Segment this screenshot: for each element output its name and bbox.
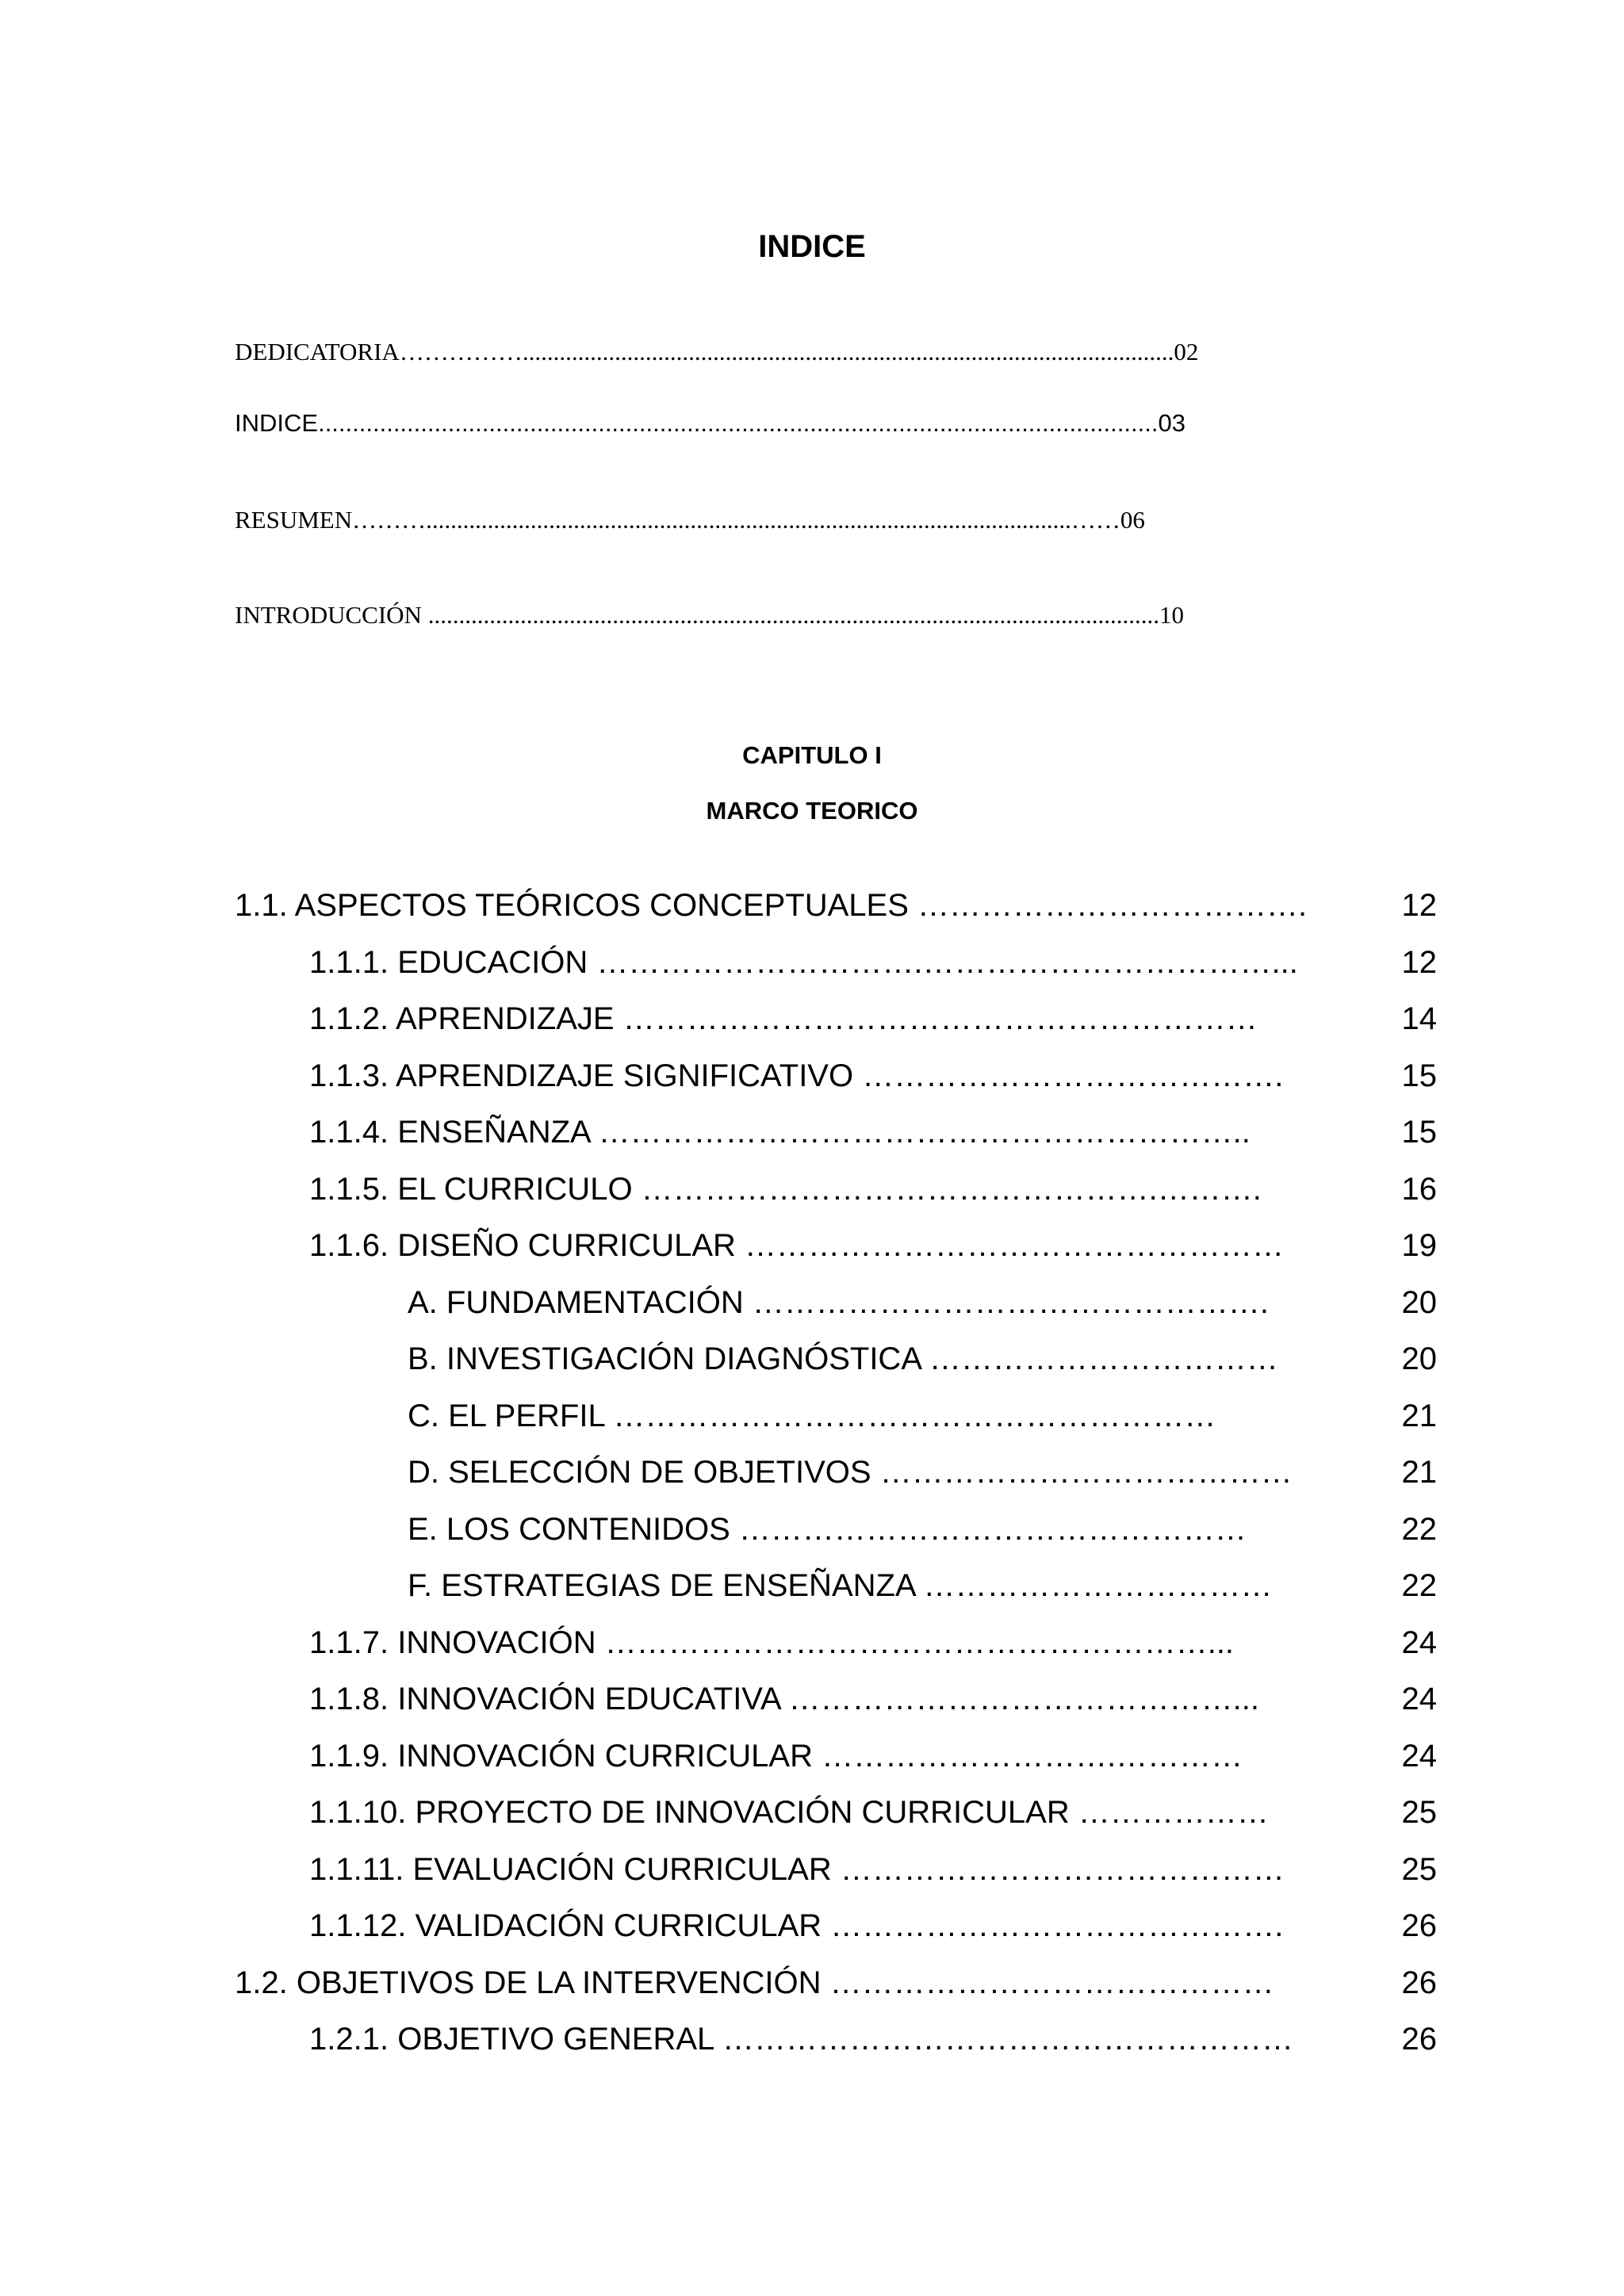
toc-page: 14 bbox=[1401, 1001, 1437, 1036]
toc-entry bbox=[235, 1959, 1437, 2007]
toc-entry bbox=[309, 1222, 1437, 1269]
toc-entry bbox=[309, 995, 1437, 1043]
toc-text: SELECCIÓN DE OBJETIVOS bbox=[448, 1455, 871, 1490]
toc-text: INVESTIGACIÓN DIAGNÓSTICA bbox=[446, 1341, 921, 1376]
toc-text: EL CURRICULO bbox=[397, 1172, 633, 1207]
toc-page: 26 bbox=[1401, 1965, 1437, 2000]
toc-page: 20 bbox=[1401, 1341, 1437, 1376]
toc-text: ASPECTOS TEÓRICOS CONCEPTUALES bbox=[294, 888, 909, 923]
dot-leader: …………………………………………… bbox=[735, 1228, 1285, 1263]
toc-page: 24 bbox=[1401, 1739, 1437, 1774]
toc-text: DISEÑO CURRICULAR bbox=[397, 1228, 736, 1263]
front-matter-label: INDICE bbox=[235, 409, 319, 437]
toc-page: 22 bbox=[1401, 1512, 1437, 1547]
dot-leader: ………………………….……………………………... bbox=[588, 945, 1298, 980]
toc-text: EL PERFIL bbox=[448, 1399, 605, 1433]
toc-entry bbox=[309, 1108, 1437, 1156]
toc-text: ENSEÑANZA bbox=[397, 1115, 590, 1150]
front-matter-label: RESUMEN bbox=[235, 506, 353, 534]
toc-number: 1.1.10. bbox=[309, 1795, 407, 1830]
toc-number: 1.1. bbox=[235, 888, 288, 923]
toc-entry bbox=[309, 1732, 1437, 1780]
toc-number: 1.2.1. bbox=[309, 2022, 389, 2057]
chapter-label: CAPITULO I bbox=[742, 741, 882, 769]
toc-entry bbox=[408, 1562, 1437, 1609]
front-matter-label: DEDICATORIA bbox=[235, 338, 400, 365]
toc-page: 26 bbox=[1401, 1908, 1437, 1943]
dot-leader: ………………………………………… bbox=[730, 1512, 1247, 1547]
toc-number: B. bbox=[408, 1341, 438, 1376]
toc-entry bbox=[309, 939, 1437, 986]
toc-entry bbox=[309, 1165, 1437, 1213]
toc-text: OBJETIVO GENERAL bbox=[397, 2022, 714, 2057]
toc-entry bbox=[408, 1506, 1437, 1553]
toc-page: 24 bbox=[1401, 1682, 1437, 1716]
front-matter-page: 06 bbox=[1120, 506, 1145, 534]
dot-leader: ………………………………………….………. bbox=[632, 1172, 1262, 1207]
toc-text: VALIDACIÓN CURRICULAR bbox=[415, 1908, 822, 1943]
dot-leader: …………………………………. bbox=[853, 1058, 1284, 1093]
toc-number: 1.1.1. bbox=[309, 945, 389, 980]
front-matter-page: 02 bbox=[1174, 338, 1199, 365]
toc-number: 1.1.11. bbox=[309, 1852, 404, 1887]
toc-entry bbox=[309, 1052, 1437, 1100]
toc-text: INNOVACIÓN EDUCATIVA bbox=[397, 1682, 780, 1716]
toc-text: EVALUACIÓN CURRICULAR bbox=[412, 1852, 832, 1887]
toc-page: 12 bbox=[1401, 945, 1437, 980]
dot-leader: …………………………………………………… bbox=[614, 1001, 1258, 1036]
toc-text: PROYECTO DE INNOVACIÓN CURRICULAR bbox=[415, 1795, 1070, 1830]
toc-entry bbox=[309, 1846, 1437, 1893]
toc-number: 1.1.12. bbox=[309, 1908, 407, 1943]
toc-entry bbox=[408, 1279, 1437, 1326]
dot-leader: …………………………… bbox=[920, 1341, 1278, 1376]
toc-number: 1.1.7. bbox=[309, 1625, 389, 1660]
dot-leader: ....................................................................................................................... bbox=[421, 601, 1159, 629]
toc-number: D. bbox=[408, 1455, 439, 1490]
toc-page: 26 bbox=[1401, 2022, 1437, 2057]
toc-text: ESTRATEGIAS DE ENSEÑANZA bbox=[441, 1568, 915, 1603]
toc-text: LOS CONTENIDOS bbox=[446, 1512, 730, 1547]
dot-leader: …………………………………… bbox=[831, 1852, 1285, 1887]
toc-page: 22 bbox=[1401, 1568, 1437, 1603]
chapter-subtitle: MARCO TEORICO bbox=[706, 797, 918, 825]
toc-page: 25 bbox=[1401, 1795, 1437, 1830]
toc-entry bbox=[309, 1675, 1437, 1723]
dot-leader: …………………………………………………... bbox=[596, 1625, 1235, 1660]
toc-entry bbox=[235, 882, 1437, 929]
dot-leader: …………………………… bbox=[914, 1568, 1273, 1603]
toc-number: 1.1.8. bbox=[309, 1682, 389, 1716]
dot-leader: ………………………………… bbox=[871, 1455, 1293, 1490]
toc-page: 19 bbox=[1401, 1228, 1437, 1263]
toc-entry bbox=[309, 2015, 1437, 2063]
toc-number: 1.1.6. bbox=[309, 1228, 389, 1263]
toc-page: 20 bbox=[1401, 1285, 1437, 1320]
dot-leader: ………………………………. bbox=[908, 888, 1308, 923]
toc-text: FUNDAMENTACIÓN bbox=[446, 1285, 744, 1320]
toc-page: 16 bbox=[1401, 1172, 1437, 1207]
toc-text: APRENDIZAJE SIGNIFICATIVO bbox=[395, 1058, 854, 1093]
front-matter-page: 03 bbox=[1158, 409, 1185, 437]
toc-number: 1.1.3. bbox=[309, 1058, 389, 1093]
toc-number: 1.1.5. bbox=[309, 1172, 389, 1207]
toc-number: F. bbox=[408, 1568, 433, 1603]
toc-text: APRENDIZAJE bbox=[395, 1001, 615, 1036]
toc-number: 1.2. bbox=[235, 1965, 288, 2000]
dot-leader: ……………… bbox=[1069, 1795, 1269, 1830]
dot-leader: ……….........................................................................................................…… bbox=[352, 506, 1120, 534]
toc-text: EDUCACIÓN bbox=[397, 945, 588, 980]
toc-text: OBJETIVOS DE LA INTERVENCIÓN bbox=[296, 1965, 822, 2000]
toc-number: A. bbox=[408, 1285, 438, 1320]
front-matter-label: INTRODUCCIÓN bbox=[235, 601, 422, 629]
toc-page: 25 bbox=[1401, 1852, 1437, 1887]
toc-text: INNOVACIÓN CURRICULAR bbox=[397, 1739, 813, 1774]
dot-leader: …………………………………… bbox=[821, 1965, 1274, 2000]
toc-entry bbox=[408, 1448, 1437, 1496]
toc-entry bbox=[309, 1789, 1437, 1836]
dot-leader: …………………………………………. bbox=[743, 1285, 1269, 1320]
toc-number: 1.1.2. bbox=[309, 1001, 389, 1036]
toc-page: 21 bbox=[1401, 1455, 1437, 1490]
dot-leader: ……………………………………... bbox=[779, 1682, 1259, 1716]
index-title: INDICE bbox=[758, 229, 866, 264]
toc-text: INNOVACIÓN bbox=[397, 1625, 596, 1660]
toc-number: E. bbox=[408, 1512, 438, 1547]
toc-number: 1.1.4. bbox=[309, 1115, 389, 1150]
toc-page: 15 bbox=[1401, 1058, 1437, 1093]
toc-page: 21 bbox=[1401, 1399, 1437, 1433]
dot-leader: ………………………………………………… bbox=[604, 1399, 1216, 1433]
toc-number: C. bbox=[408, 1399, 439, 1433]
toc-number: 1.1.9. bbox=[309, 1739, 389, 1774]
dot-leader: ……………………………………. bbox=[822, 1908, 1284, 1943]
toc-page: 12 bbox=[1401, 888, 1437, 923]
toc-page: 24 bbox=[1401, 1625, 1437, 1660]
toc-entry bbox=[309, 1619, 1437, 1667]
toc-page: 15 bbox=[1401, 1115, 1437, 1150]
toc-entry bbox=[408, 1335, 1437, 1383]
toc-entry bbox=[408, 1392, 1437, 1440]
dot-leader: ........................................................................................................................... bbox=[318, 409, 1159, 437]
dot-leader: …………….......................................................................................................... bbox=[399, 338, 1174, 365]
front-matter-page: 10 bbox=[1159, 601, 1184, 629]
dot-leader: ……………………….………… bbox=[812, 1739, 1243, 1774]
dot-leader: …………………………………………………….. bbox=[589, 1115, 1251, 1150]
toc-entry bbox=[309, 1902, 1437, 1950]
dot-leader: ……………………………………………… bbox=[713, 2022, 1293, 2057]
